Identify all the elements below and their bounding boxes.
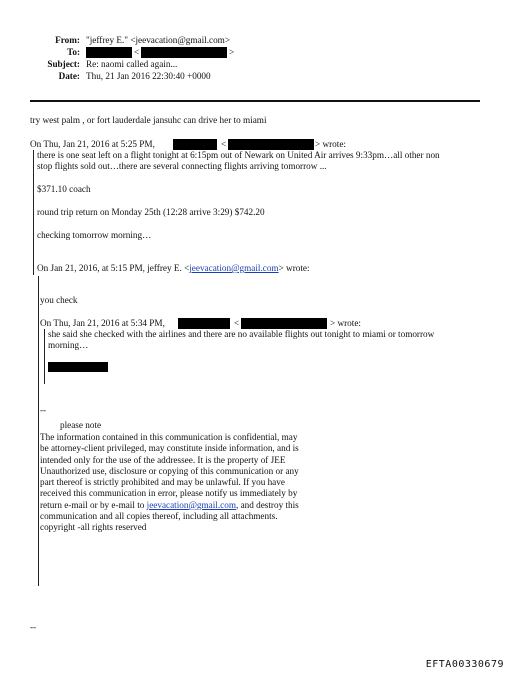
price-coach: $371.10 coach	[37, 184, 91, 194]
quote3-intro-suffix: > wrote:	[330, 318, 361, 328]
checking-line: checking tomorrow morning…	[37, 230, 152, 240]
date-value: Thu, 21 Jan 2016 22:30:40 +0000	[86, 71, 211, 81]
disclaimer-text-before-link: The information contained in this communication is confidential, may be attorney-client privileged, may constitute inside information, and is intended only for the use of the addressee. It is the property of JEE Unauthorized use, disclosure or copying of this communication or any part thereof is strictly prohibited and may be unlawful. If you have received this communication in error, please notify us immediately by return e-mail or by e-mail to	[40, 432, 299, 510]
from-label: From:	[55, 35, 80, 45]
round-trip: round trip return on Monday 25th (12:28 arrive 3:29) $742.20	[37, 207, 265, 217]
quote3-bar	[44, 329, 45, 384]
please-note: please note	[60, 420, 102, 430]
quote1-bar	[33, 150, 34, 275]
quote1-line-2: stop flights sold out…there are several connecting flights arriving tomorrow ...	[37, 161, 327, 171]
header-divider	[30, 100, 480, 102]
signature-dashes: --	[40, 405, 47, 415]
redaction-signature	[48, 362, 108, 372]
subject-value: Re: naomi called again...	[86, 59, 178, 69]
quote2-intro	[37, 263, 310, 274]
redaction-quote3-email	[241, 318, 327, 329]
to-lt: <	[134, 47, 140, 57]
quote2-intro-prefix: On Jan 21, 2016, at 5:15 PM, jeffrey E. <	[37, 263, 190, 273]
quote1-intro-lt: <	[221, 139, 227, 149]
quote1-intro-prefix: On Thu, Jan 21, 2016 at 5:25 PM,	[30, 139, 155, 149]
document-id: EFTA00330679	[425, 659, 504, 670]
quote3-line-2: morning…	[48, 340, 89, 350]
bottom-dashes: --	[30, 622, 37, 632]
quote1-intro-suffix: > wrote:	[315, 139, 346, 149]
you-check: you check	[40, 295, 78, 305]
date-label: Date:	[58, 71, 80, 81]
quote3-line-1: she said she checked with the airlines and there are no available flights out tonight to miami or tomorrow	[48, 329, 435, 339]
quote2-intro-suffix: > wrote:	[278, 263, 310, 273]
confidentiality-disclaimer	[40, 432, 300, 534]
redaction-to-name	[86, 47, 132, 58]
to-gt: >	[229, 47, 235, 57]
redaction-quote3-name	[178, 318, 230, 329]
redaction-quote1-email	[228, 139, 314, 150]
disclaimer-email-link[interactable]: jeevacation@gmail.com	[146, 499, 236, 510]
redaction-to-email	[141, 47, 227, 58]
subject-label: Subject:	[47, 59, 80, 69]
to-label: To:	[67, 47, 80, 57]
disclaimer-text-after-link: , and destroy this communication and all copies thereof, including all attachments. copyright -all rights reserved	[40, 499, 299, 533]
quote1-line-1: there is one seat left on a flight tonight at 6:15pm out of Newark on United Air arrives 9:33pm…all other non	[37, 150, 440, 160]
redaction-quote1-name	[173, 139, 217, 150]
quote2-email-link[interactable]: jeevacation@gmail.com	[189, 263, 279, 273]
from-value: "jeffrey E." <jeevacation@gmail.com>	[86, 35, 231, 45]
reply-line: try west palm , or fort lauderdale jansuhc can drive her to miami	[30, 115, 267, 125]
quote3-intro-lt: <	[234, 318, 240, 328]
quote2-bar	[38, 276, 39, 586]
quote3-intro-prefix: On Thu, Jan 21, 2016 at 5:34 PM,	[40, 318, 165, 328]
